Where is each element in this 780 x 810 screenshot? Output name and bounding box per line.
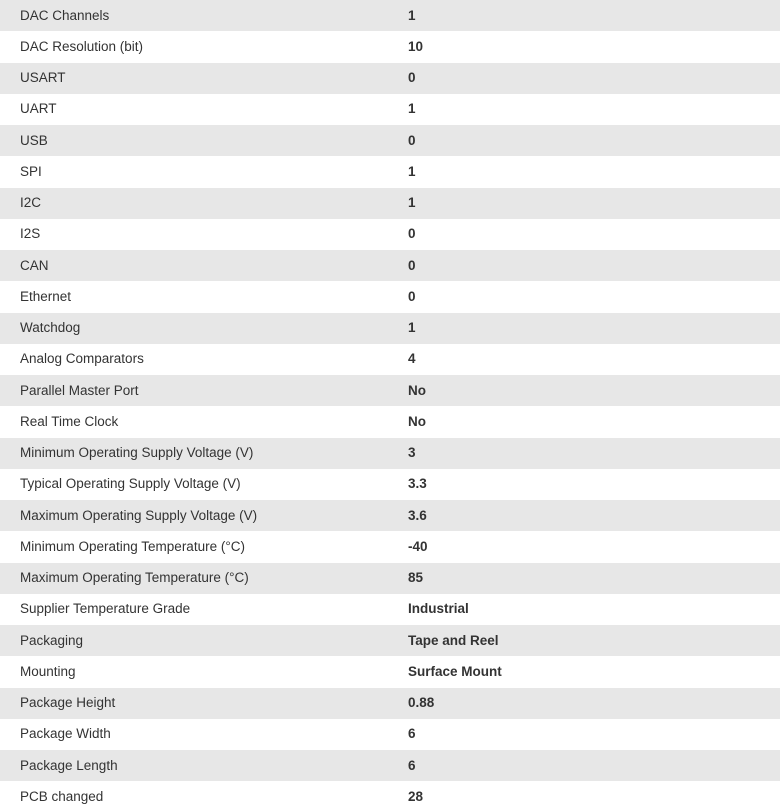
spec-row (0, 500, 780, 531)
spec-label: Analog Comparators (20, 351, 144, 367)
spec-value: 3 (408, 445, 416, 461)
spec-label: USB (20, 132, 48, 148)
spec-value: Industrial (408, 601, 469, 617)
spec-value: 85 (408, 570, 424, 586)
spec-value: Tape and Reel (408, 632, 499, 648)
spec-row (0, 625, 780, 656)
spec-label: CAN (20, 257, 49, 273)
spec-label: I2C (20, 195, 42, 211)
spec-row (0, 750, 780, 781)
spec-value: 28 (408, 788, 424, 804)
spec-value: 3.6 (408, 507, 427, 523)
spec-label: PCB changed (20, 788, 104, 804)
spec-label: Package Height (20, 695, 116, 711)
spec-row (0, 313, 780, 344)
spec-value: 1 (408, 195, 416, 211)
spec-value: 4 (408, 351, 416, 367)
spec-row (0, 594, 780, 625)
spec-label: Packaging (20, 632, 84, 648)
spec-value: 1 (408, 101, 416, 117)
spec-value: 0 (408, 257, 416, 273)
spec-value: 0 (408, 288, 416, 304)
spec-row (0, 469, 780, 500)
spec-value: 1 (408, 7, 416, 23)
spec-label: Minimum Operating Supply Voltage (V) (20, 445, 254, 461)
spec-row (0, 94, 780, 125)
spec-value: -40 (408, 538, 428, 554)
spec-row (0, 781, 780, 810)
spec-value: 1 (408, 320, 416, 336)
spec-label: UART (20, 101, 57, 117)
spec-label: Parallel Master Port (20, 382, 139, 398)
spec-row (0, 0, 780, 31)
spec-label: Ethernet (20, 288, 72, 304)
spec-label: Package Width (20, 726, 111, 742)
spec-row (0, 563, 780, 594)
spec-value: 10 (408, 38, 424, 54)
spec-label: USART (20, 70, 66, 86)
spec-value: 3.3 (408, 476, 427, 492)
spec-label: Mounting (20, 663, 76, 679)
spec-value: 0 (408, 132, 416, 148)
spec-row (0, 531, 780, 562)
spec-row (0, 344, 780, 375)
spec-row (0, 125, 780, 156)
spec-value: 6 (408, 726, 416, 742)
spec-row (0, 688, 780, 719)
spec-label: SPI (20, 163, 42, 179)
spec-label: Typical Operating Supply Voltage (V) (20, 476, 241, 492)
spec-value: 0 (408, 226, 416, 242)
spec-row (0, 656, 780, 687)
spec-value: No (408, 413, 426, 429)
spec-label: Minimum Operating Temperature (°C) (20, 538, 245, 554)
spec-label: Maximum Operating Temperature (°C) (20, 570, 249, 586)
spec-row (0, 406, 780, 437)
spec-label: Package Length (20, 757, 118, 773)
spec-row (0, 156, 780, 187)
spec-label: DAC Channels (20, 7, 110, 23)
spec-label: Maximum Operating Supply Voltage (V) (20, 507, 258, 523)
spec-row (0, 250, 780, 281)
spec-label: I2S (20, 226, 41, 242)
spec-row (0, 188, 780, 219)
spec-value: 0.88 (408, 695, 435, 711)
spec-label: DAC Resolution (bit) (20, 38, 144, 54)
spec-label: Real Time Clock (20, 413, 119, 429)
spec-row (0, 375, 780, 406)
spec-row (0, 281, 780, 312)
spec-row (0, 719, 780, 750)
spec-row (0, 438, 780, 469)
spec-value: 0 (408, 70, 416, 86)
spec-value: 6 (408, 757, 416, 773)
spec-label: Watchdog (20, 320, 81, 336)
spec-value: No (408, 382, 426, 398)
spec-row (0, 63, 780, 94)
spec-label: Supplier Temperature Grade (20, 601, 191, 617)
spec-value: Surface Mount (408, 663, 502, 679)
spec-row (0, 219, 780, 250)
spec-value: 1 (408, 163, 416, 179)
spec-row (0, 31, 780, 62)
